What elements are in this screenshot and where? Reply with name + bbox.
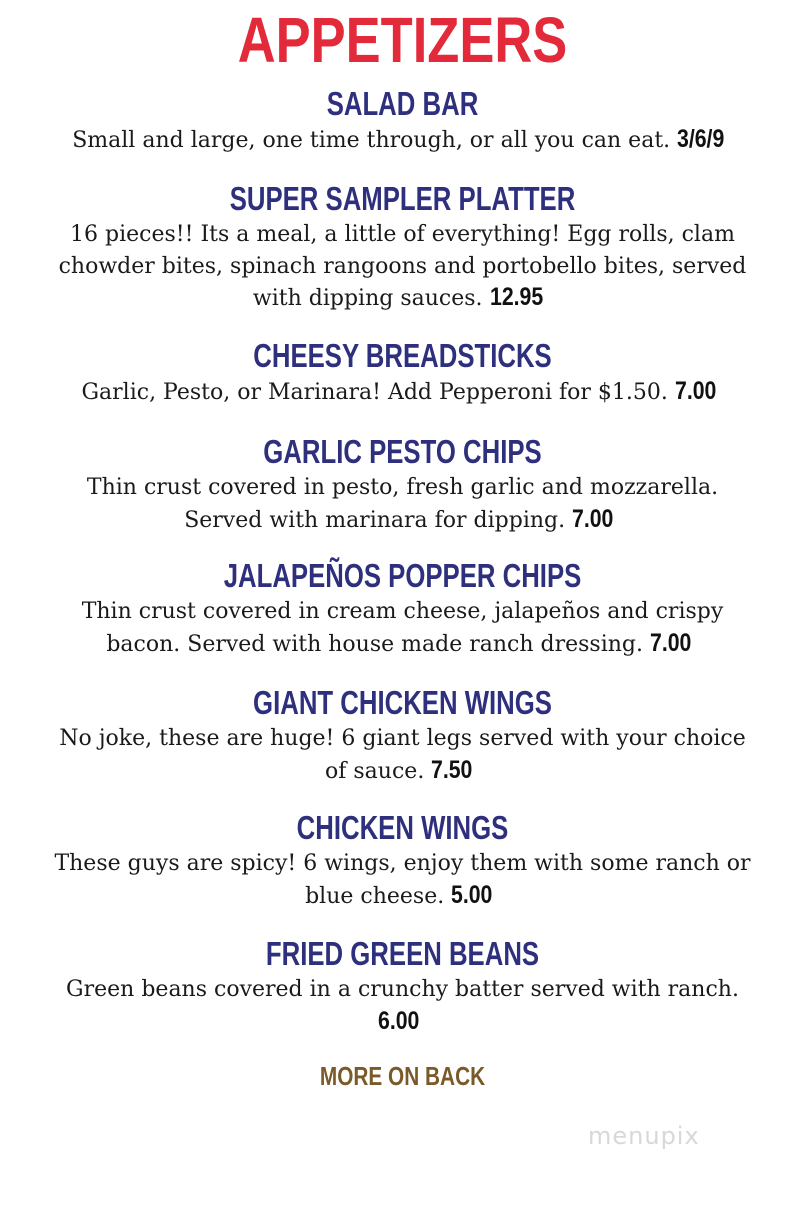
item-description bbox=[23, 124, 783, 157]
item-price: 3/6/9 bbox=[677, 125, 725, 153]
item-name: JALAPEÑOS POPPER CHIPS bbox=[223, 557, 582, 594]
menu-item-garlic-pesto-chips bbox=[0, 434, 805, 536]
menu-item-fried-green-beans bbox=[0, 936, 805, 1038]
item-desc-text: No joke, these are huge! 6 giant legs served with your choice of sauce. bbox=[59, 726, 746, 784]
menu-item-super-sampler-platter bbox=[0, 181, 805, 315]
menu-item-cheesy-breadsticks bbox=[0, 338, 805, 409]
page-title: APPETIZERS bbox=[237, 4, 568, 76]
item-description bbox=[63, 472, 743, 536]
watermark-logo: menupix bbox=[588, 1122, 700, 1150]
item-name: GARLIC PESTO CHIPS bbox=[263, 433, 542, 470]
item-price: 6.00 bbox=[378, 1006, 420, 1035]
menu-item-jalapenos-popper-chips bbox=[0, 558, 805, 660]
item-description bbox=[53, 848, 753, 912]
item-price: 7.00 bbox=[649, 628, 692, 657]
item-description bbox=[48, 723, 758, 787]
item-description bbox=[63, 596, 743, 660]
menu-item-salad-bar bbox=[0, 86, 805, 157]
item-name: FRIED GREEN BEANS bbox=[265, 935, 540, 972]
item-name: CHEESY BREADSTICKS bbox=[253, 337, 552, 374]
item-desc-text: Thin crust covered in pesto, fresh garlic and mozzarella. Served with marinara for dipping. bbox=[86, 475, 719, 533]
item-name: SALAD BAR bbox=[326, 85, 479, 122]
item-price: 12.95 bbox=[489, 283, 543, 311]
item-desc-text: These guys are spicy! 6 wings, enjoy them with some ranch or blue cheese. bbox=[54, 851, 751, 909]
item-price: 7.00 bbox=[674, 377, 717, 405]
item-name: CHICKEN WINGS bbox=[296, 809, 509, 846]
item-desc-text: Garlic, Pesto, or Marinara! Add Pepperoni for $1.50. bbox=[81, 380, 668, 405]
item-desc-text: 16 pieces!! Its a meal, a little of everything! Egg rolls, clam chowder bites, spinach rangoons and portobello bites, served with dipping sauces. bbox=[58, 222, 747, 311]
item-price: 7.00 bbox=[572, 504, 614, 533]
item-desc-text: Thin crust covered in cream cheese, jalapeños and crispy bacon. Served with house made ranch dressing. bbox=[81, 599, 724, 657]
item-description bbox=[43, 974, 763, 1038]
item-description bbox=[53, 219, 753, 315]
more-on-back-note: MORE ON BACK bbox=[319, 1061, 486, 1091]
item-description bbox=[23, 376, 783, 409]
item-price: 7.50 bbox=[431, 755, 473, 784]
item-price: 5.00 bbox=[451, 880, 493, 909]
item-name: GIANT CHICKEN WINGS bbox=[253, 684, 552, 721]
item-desc-text: Small and large, one time through, or all you can eat. bbox=[72, 128, 671, 153]
menu-item-giant-chicken-wings bbox=[0, 685, 805, 787]
menu-item-chicken-wings bbox=[0, 810, 805, 912]
item-desc-text: Green beans covered in a crunchy batter served with ranch. bbox=[66, 977, 739, 1002]
item-name: SUPER SAMPLER PLATTER bbox=[229, 180, 576, 217]
